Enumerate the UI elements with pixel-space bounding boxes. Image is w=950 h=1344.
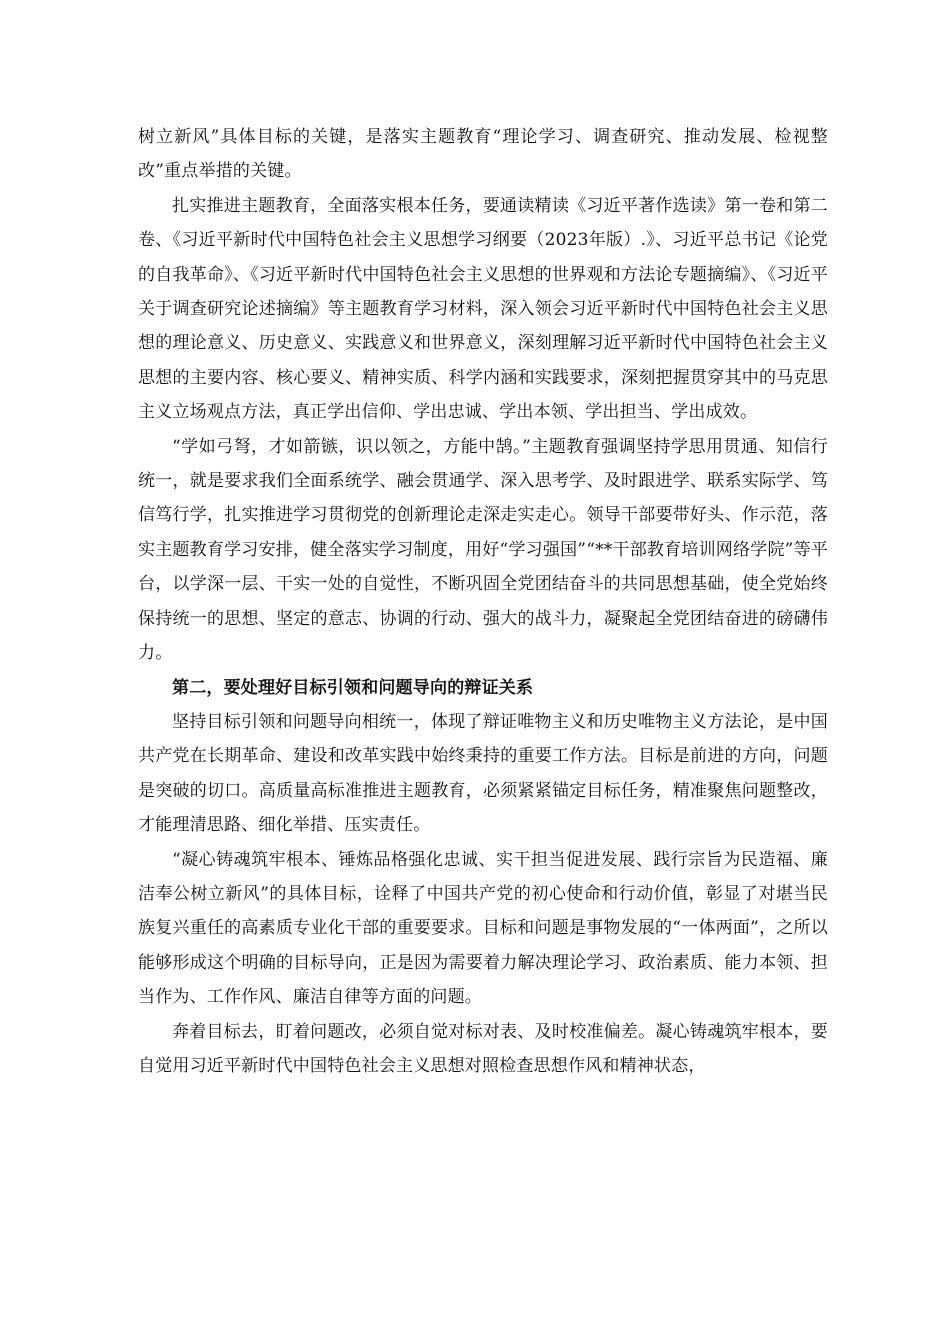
paragraph-study-materials: 扎实推进主题教育，全面落实根本任务，要通读精读《习近平著作选读》第一卷和第二卷、《习近平新时代中国特色社会主义思想学习纲要（2023年版）.》、习近平总书记《论党的自我革命》、《习近平新时代中国特色社会主义思想的世界观和方法论专题摘编》、《习近平关于调查研究论述摘编》等主题教育学习材料，深入领会习近平新时代中国特色社会主义思想的理论意义、历史意义、实践意义和世界意义，深刻理解习近平新时代中国特色社会主义思想的主要内容、核心要义、精神实质、科学内涵和实践要求，深刻把握贯穿其中的马克思主义立场观点方法，真正学出信仰、学出忠诚、学出本领、学出担当、学出成效。: [138, 195, 828, 423]
paragraph-benchmarking: 奔着目标去，盯着问题改，必须自觉对标对表、及时校准偏差。凝心铸魂筑牢根本，要自觉用习近平新时代中国特色社会主义思想对照检查思想作风和精神状态，: [138, 1021, 828, 1076]
document-body: [138, 120, 828, 1083]
paragraph-specific-goals: “凝心铸魂筑牢根本、锤炼品格强化忠诚、实干担当促进发展、践行宗旨为民造福、廉洁奉公树立新风”的具体目标，诠释了中国共产党的初心使命和行动价值，彰显了对堪当民族复兴重任的高素质专业化干部的重要要求。目标和问题是事物发展的“一体两面”，之所以能够形成这个明确的目标导向，正是因为需要着力解决理论学习、政治素质、能力本领、担当作为、工作作风、廉洁自律等方面的问题。: [138, 849, 828, 1008]
paragraph-goal-problem-unity: 坚持目标引领和问题导向相统一，体现了辩证唯物主义和历史唯物主义方法论，是中国共产党在长期革命、建设和改革实践中始终秉持的重要工作方法。目标是前进的方向，问题是突破的切口。高质量高标准推进主题教育，必须紧紧锚定目标任务，精准聚焦问题整改，才能理清思路、细化举措、压实责任。: [138, 711, 828, 836]
paragraph-learning-approach: “学如弓弩，才如箭镞，识以领之，方能中鹄。”主题教育强调坚持学思用贯通、知信行统一，就是要求我们全面系统学、融会贯通学、深入思考学、及时跟进学、联系实际学、笃信笃行学，扎实推进学习贯彻党的创新理论走深走实走心。领导干部要带好头、作示范，落实主题教育学习安排，健全落实学习制度，用好“学习强国”“**干部教育培训网络学院”等平台，以学深一层、干实一处的自觉性，不断巩固全党团结奋斗的共同思想基础，使全党始终保持统一的思想、坚定的意志、协调的行动、强大的战斗力，凝聚起全党团结奋进的磅礴伟力。: [138, 436, 828, 664]
section-heading: 第二，要处理好目标引领和问题导向的辩证关系: [172, 677, 534, 698]
paragraph-continuation: 树立新风”具体目标的关键，是落实主题教育“理论学习、调查研究、推动发展、检视整改”重点举措的关键。: [138, 127, 828, 182]
